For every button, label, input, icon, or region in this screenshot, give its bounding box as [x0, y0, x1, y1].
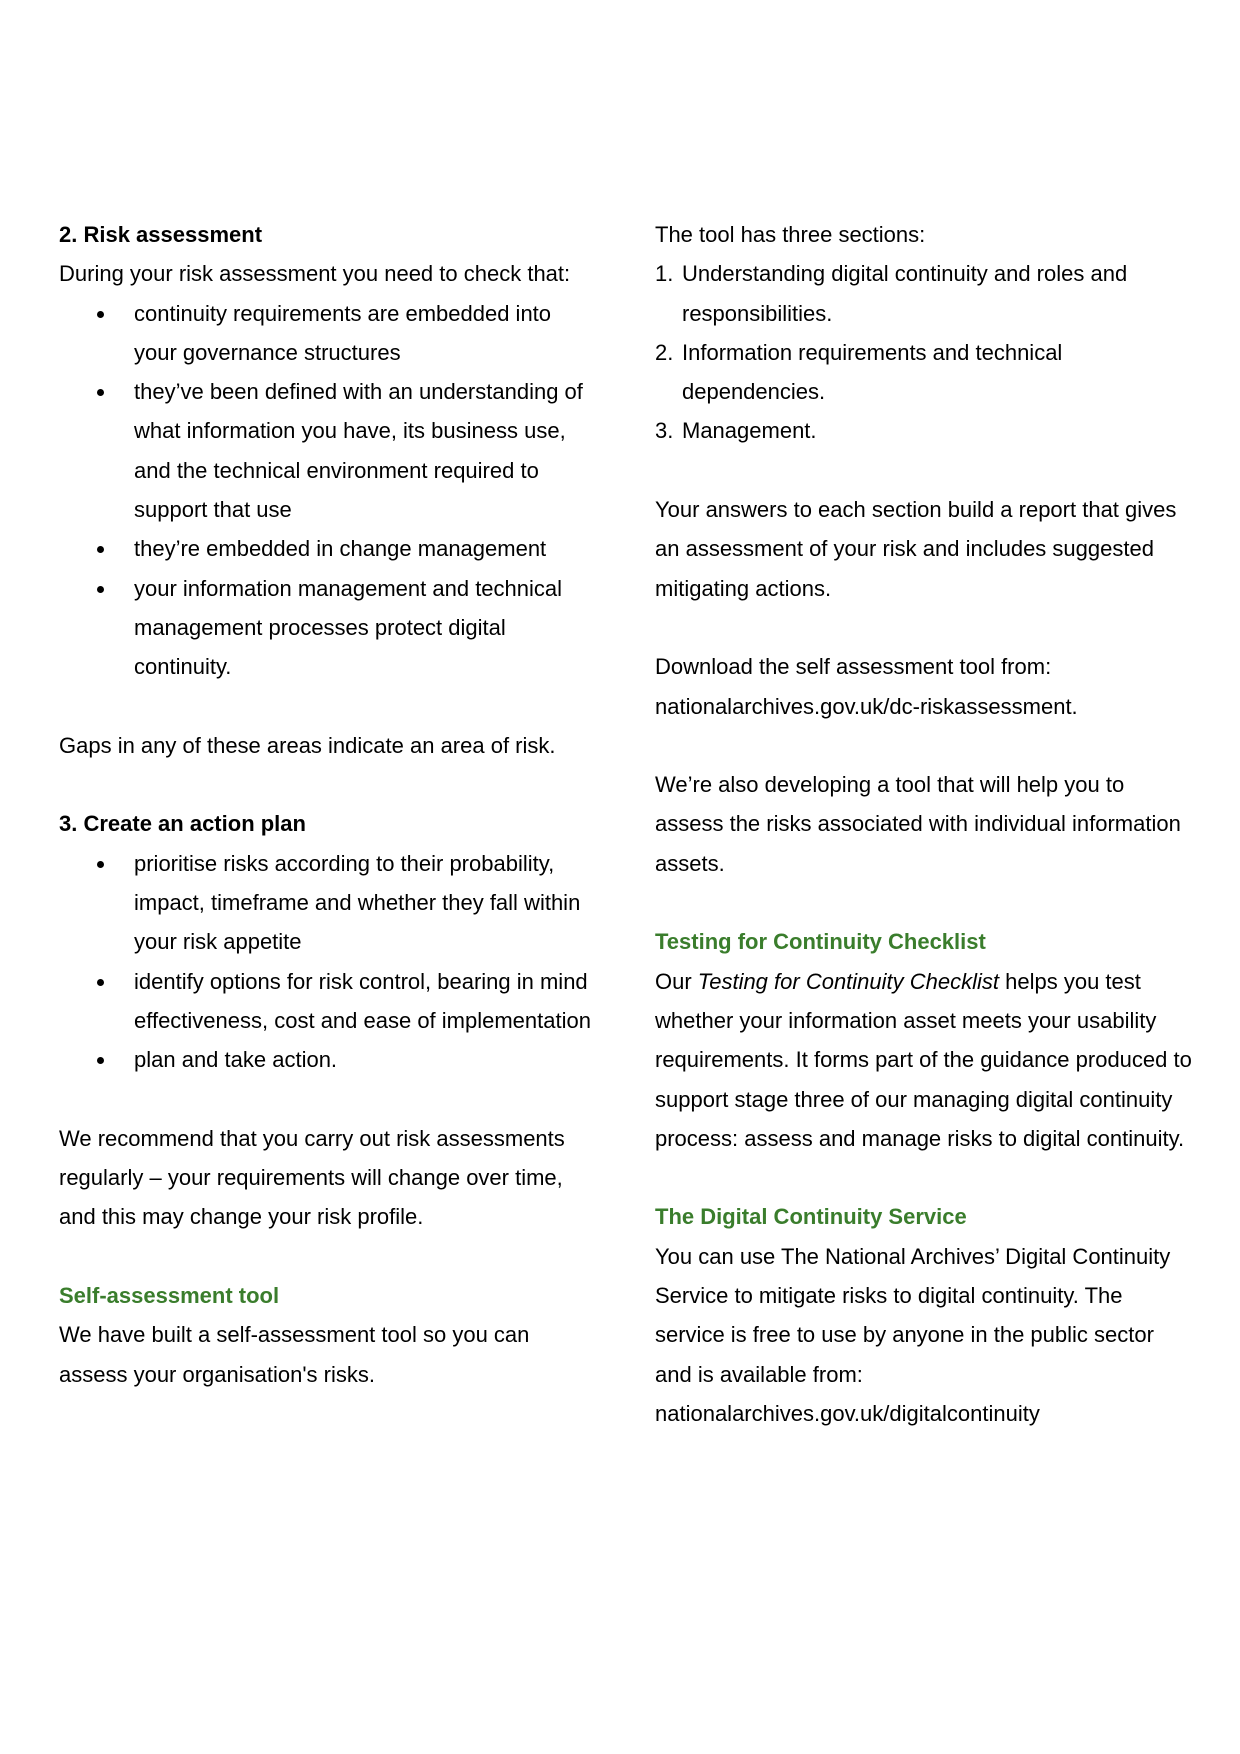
- list-number: 1.: [655, 261, 674, 287]
- download-link[interactable]: nationalarchives.gov.uk/dc-riskassessment.: [655, 693, 1078, 719]
- digital-continuity-service-body: You can use The National Archives’ Digital Continuity Service to mitigate risks to digital continuity. The service is free to use by anyone in the public sector and is available from:: [655, 1243, 1171, 1387]
- testing-checklist-section: [655, 922, 1195, 1158]
- digital-continuity-service-heading: The Digital Continuity Service: [655, 1204, 967, 1230]
- testing-checklist-body: [655, 962, 1195, 1158]
- list-item: they’re embedded in change management: [59, 529, 599, 568]
- gaps-paragraph: Gaps in any of these areas indicate an area of risk.: [59, 732, 556, 758]
- body-suffix: helps you test whether your information asset meets your usability requirements. It forms part of the guidance produced to support stage three of our managing digital continuity process: assess and manage risks to digital continuity.: [655, 968, 1192, 1151]
- left-column: [59, 215, 599, 1394]
- list-item: plan and take action.: [59, 1040, 599, 1079]
- action-plan-bullets: [59, 844, 599, 1080]
- action-plan-section: [59, 804, 599, 1236]
- list-item: your information management and technical management processes protect digital continuity.: [59, 569, 599, 687]
- list-item: [655, 411, 1195, 450]
- list-text: Management.: [682, 418, 817, 444]
- list-item: they’ve been defined with an understanding of what information you have, its business use, and the technical environment required to support that use: [59, 372, 599, 529]
- developing-paragraph: We’re also developing a tool that will help you to assess the risks associated with individual information assets.: [655, 772, 1181, 876]
- list-number: 3.: [655, 418, 674, 444]
- tool-sections-intro: The tool has three sections:: [655, 222, 926, 247]
- list-number: 2.: [655, 339, 674, 365]
- testing-checklist-heading: Testing for Continuity Checklist: [655, 929, 986, 955]
- right-column: [655, 215, 1195, 1433]
- action-plan-heading: 3. Create an action plan: [59, 811, 306, 837]
- body-prefix: Our: [655, 968, 698, 994]
- digital-continuity-link[interactable]: nationalarchives.gov.uk/digitalcontinuity: [655, 1400, 1040, 1426]
- report-paragraph: Your answers to each section build a report that gives an assessment of your risk and includes suggested mitigating actions.: [655, 497, 1177, 601]
- tool-sections-list: [655, 254, 1195, 450]
- recommendation-paragraph: We recommend that you carry out risk assessments regularly – your requirements will change over time, and this may change your risk profile.: [59, 1125, 565, 1230]
- list-text: Information requirements and technical dependencies.: [682, 339, 1063, 405]
- self-assessment-section: [59, 1276, 599, 1394]
- list-item: prioritise risks according to their probability, impact, timeframe and whether they fall within your risk appetite: [59, 844, 599, 962]
- risk-assessment-heading: 2. Risk assessment: [59, 222, 263, 247]
- self-assessment-body: We have built a self-assessment tool so you can assess your organisation's risks.: [59, 1322, 530, 1387]
- download-intro: Download the self assessment tool from:: [655, 654, 1052, 680]
- list-text: Understanding digital continuity and roles and responsibilities.: [682, 261, 1128, 326]
- risk-assessment-intro: During your risk assessment you need to check that:: [59, 261, 571, 287]
- checklist-title-italic: Testing for Continuity Checklist: [697, 968, 1000, 994]
- digital-continuity-service-section: [655, 1197, 1195, 1433]
- tool-sections: [655, 215, 1195, 883]
- list-item: identify options for risk control, bearing in mind effectiveness, cost and ease of implementation: [59, 962, 599, 1041]
- list-item: [655, 333, 1195, 412]
- risk-assessment-bullets: [59, 294, 599, 687]
- risk-assessment-section: [59, 215, 599, 765]
- list-item: continuity requirements are embedded into your governance structures: [59, 294, 599, 373]
- self-assessment-heading: Self-assessment tool: [59, 1283, 280, 1309]
- list-item: [655, 254, 1195, 333]
